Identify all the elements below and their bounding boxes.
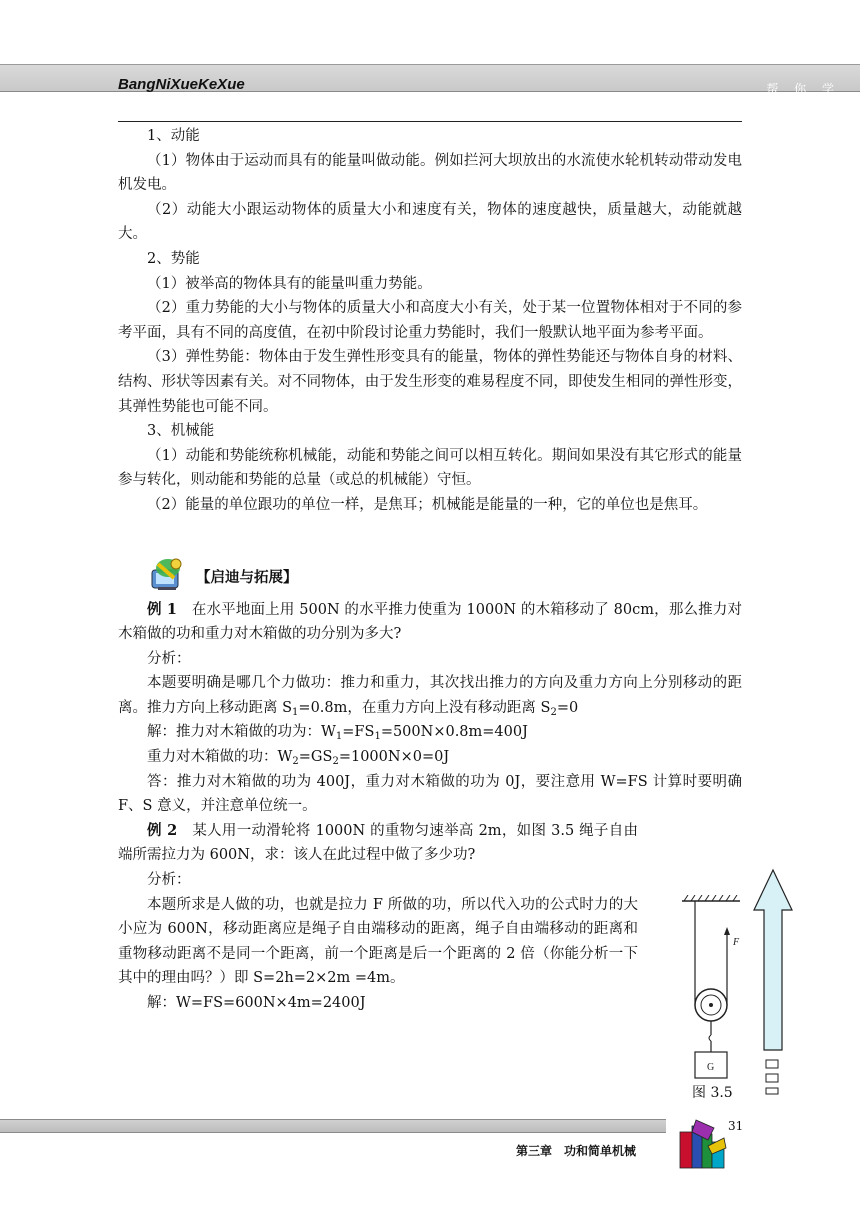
header-rule — [118, 121, 742, 122]
example-1-label: 例 1 — [147, 600, 177, 618]
example-2-solution: 解：W=FS=600N×4m=2400J — [147, 995, 366, 1011]
footer-bar — [0, 1119, 666, 1133]
example-2-analysis: 本题所求是人做的功，也就是拉力 F 所做的功，所以代入功的公式时力的大小应为 600N，移动距离应是绳子自由端移动的距离，绳子自由端移动的距离和重物移动距离不是同一个距离，前一个距离是后一个距离的 2 倍（你能分析一下其中的理由吗？）即 S=2h=2×2m =4m。 — [118, 896, 638, 987]
paragraph: （2）动能大小跟运动物体的质量大小和速度有关，物体的速度越快，质量越大，动能就越大。 — [118, 201, 742, 243]
pulley-figure — [676, 895, 746, 1095]
force-label: F — [733, 937, 740, 948]
section-label: 【启迪与拓展】 — [196, 569, 298, 586]
example-1-solution-2: 重力对木箱做的功：$W_2=GS_2=1000N\times 0=0J$ — [147, 749, 450, 768]
example-2-question: 例 2 某人用一动滑轮将 1000N 的重物匀速举高 2m，如图 3.5 绳子自由端所需拉力为 600N，求：该人在此过程中做了多少功? — [118, 821, 638, 864]
paragraph: （1）被举高的物体具有的能量叫重力势能。 — [147, 275, 432, 292]
up-arrow-icon — [752, 868, 794, 1100]
page-number: 31 — [728, 1119, 744, 1133]
example-1-analysis-label: 分析： — [147, 650, 191, 667]
section-title-mechanical: 3、机械能 — [147, 423, 215, 440]
computer-icon — [148, 556, 186, 592]
paragraph: （1）物体由于运动而具有的能量叫做动能。例如拦河大坝放出的水流使水轮机转动带动发电机发电。 — [118, 152, 742, 194]
weight-label: G — [707, 1062, 715, 1073]
example-2-analysis-label: 分析： — [147, 872, 191, 889]
figure-caption: 图 3.5 — [692, 1085, 733, 1101]
paragraph: （2）重力势能的大小与物体的质量大小和高度大小有关，处于某一位置物体相对于不同的参考平面，具有不同的高度值，在初中阶段讨论重力势能时，我们一般默认地平面为参考平面。 — [118, 300, 742, 341]
example-2-label: 例 2 — [147, 821, 178, 839]
paragraph: （1）动能和势能统称机械能，动能和势能之间可以相互转化。期间如果没有其它形式的能量参与转化，则动能和势能的总量（或总的机械能）守恒。 — [118, 447, 742, 489]
paragraph: （2）能量的单位跟功的单位一样，是焦耳；机械能是能量的一种，它的单位也是焦耳。 — [147, 496, 708, 513]
header-title: BangNiXueKeXue — [118, 76, 245, 93]
chapter-title: 第三章 功和简单机械 — [516, 1144, 637, 1158]
books-icon — [678, 1118, 728, 1170]
example-1-answer: 答：推力对木箱做的功为 400J，重力对木箱做的功为 0J，要注意用 W=FS 计算时要明确 F、S 意义，并注意单位统一。 — [118, 773, 742, 815]
paragraph: （3）弹性势能：物体由于发生弹性形变具有的能量，物体的弹性势能还与物体自身的材料、结构、形状等因素有关。对不同物体，由于发生形变的难易程度不同，即使发生相同的弹性形变，其弹性势能也可能不同。 — [118, 349, 742, 415]
section-heading — [118, 556, 742, 594]
example-1-question: 例 1 在水平地面上用 500N 的水平推力使重为 1000N 的木箱移动了 80cm，那么推力对木箱做的功和重力对木箱做的功分别为多大? — [118, 600, 742, 643]
example-2-block — [118, 819, 638, 1016]
page-content — [118, 124, 742, 1016]
section-title-kinetic: 1、动能 — [147, 128, 200, 144]
header-right-text: 帮 你 学 — [766, 82, 840, 96]
example-1-solution-1: 解：推力对木箱做的功为：$W_1=FS_1=500N\times 0.8m=400J$ — [147, 724, 528, 743]
example-1-analysis: 本题要明确是哪几个力做功：推力和重力，其次找出推力的方向及重力方向上分别移动的距离。推力方向上移动距离 $S_1=0.8m$，在重力方向上没有移动距离 $S_2=0$ — [118, 675, 742, 718]
section-title-potential: 2、势能 — [147, 250, 200, 267]
